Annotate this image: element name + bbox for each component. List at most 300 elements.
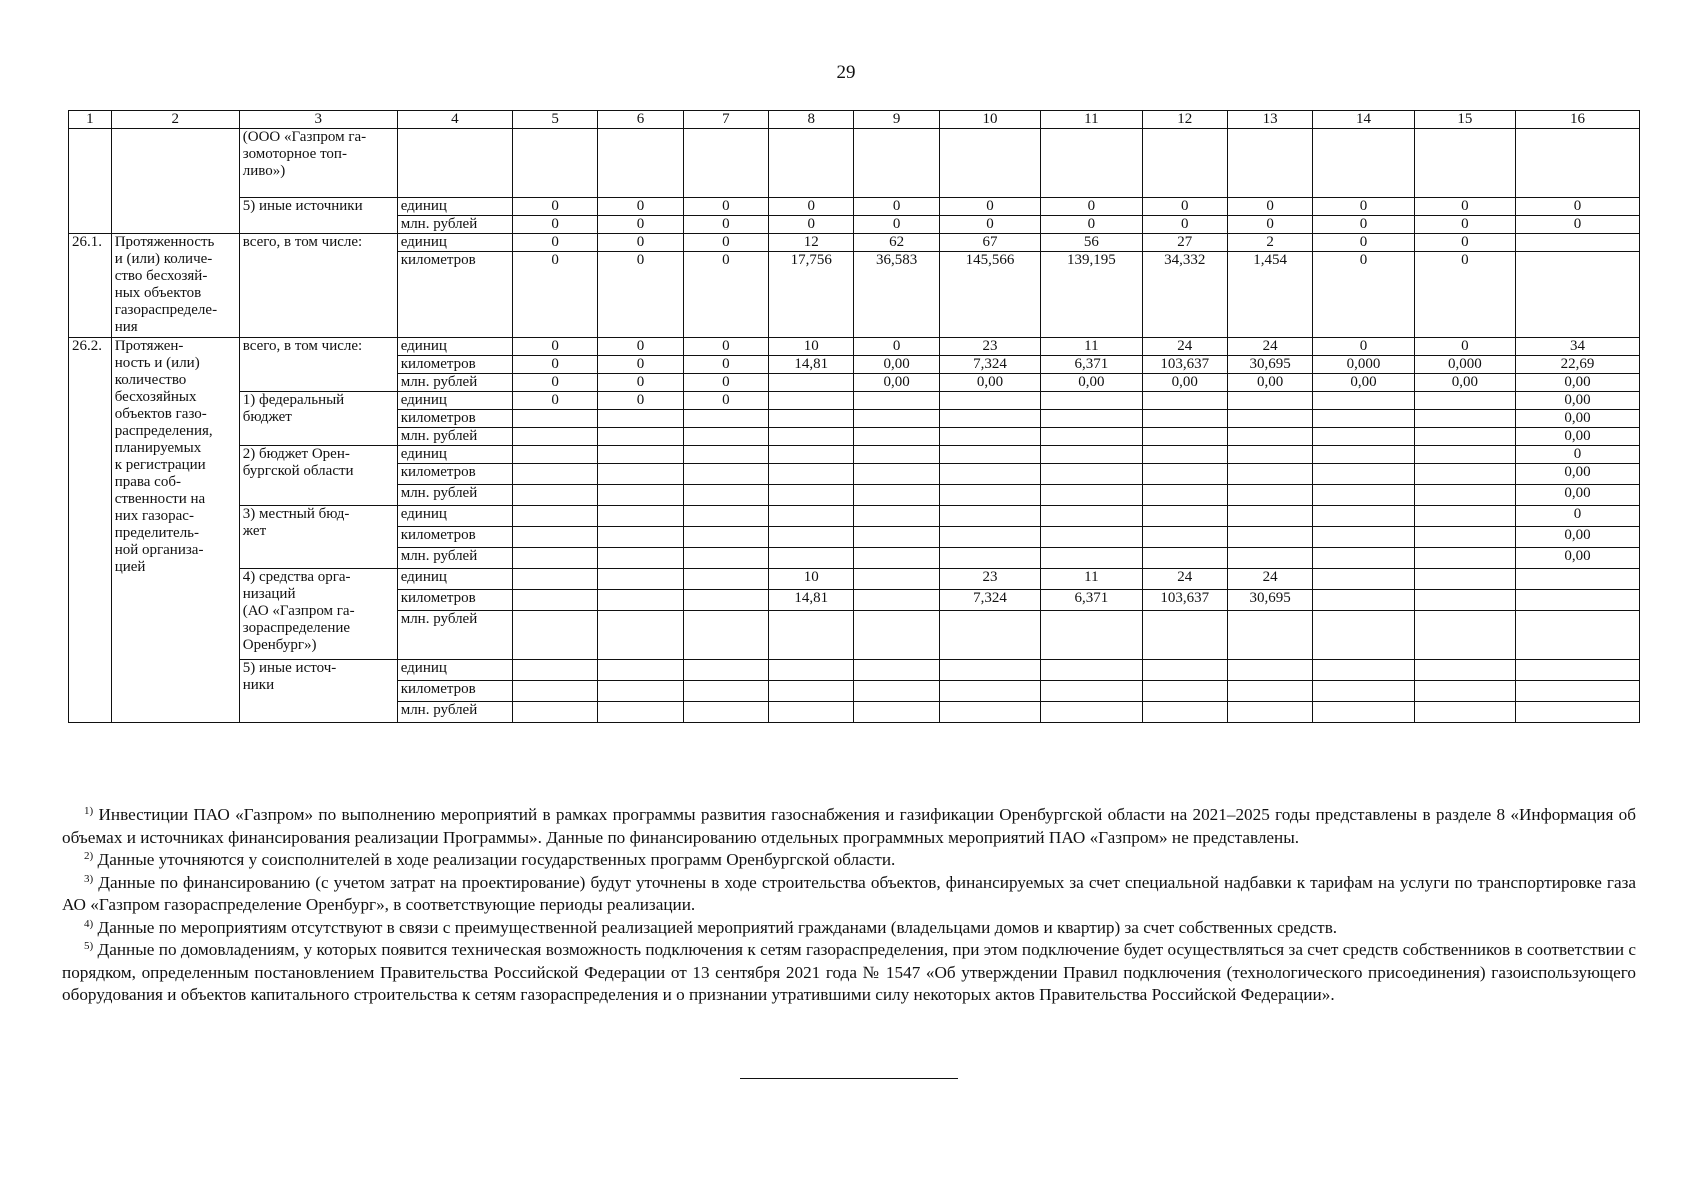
prev-value: 0 [1142,198,1227,216]
unit-label: единиц [397,392,512,410]
s262-value [854,485,939,506]
financing-table [68,110,1640,723]
s262-value: 0 [1516,446,1640,464]
s261-value: 0 [1414,252,1515,338]
prev-value: 0 [939,198,1040,216]
s262-value [683,527,768,548]
s262-value [1516,569,1640,590]
s262-value [512,464,597,485]
s262-value [598,702,683,723]
s262-value [512,548,597,569]
s262-value [939,660,1040,681]
s262-value [683,569,768,590]
s262-value [769,446,854,464]
s262-value [1414,702,1515,723]
s262-value [1142,464,1227,485]
s262-value [1516,660,1640,681]
s262-value: 6,371 [1041,356,1142,374]
s262-value: 0,00 [1516,392,1640,410]
s262-value: 0 [512,374,597,392]
prev-value: 0 [1227,198,1312,216]
s262-value [1313,548,1414,569]
s262-value: 10 [769,569,854,590]
table-row [69,660,1640,681]
s262-value [1041,446,1142,464]
s262-value [1041,702,1142,723]
unit-label: единиц [397,660,512,681]
s261-value: 17,756 [769,252,854,338]
s262-value [1142,548,1227,569]
s262-value [1041,428,1142,446]
s262-value [769,506,854,527]
s262-value [939,611,1040,660]
s261-value: 1,454 [1227,252,1312,338]
s262-value [683,548,768,569]
s262-value [1041,527,1142,548]
prev-value: 0 [683,198,768,216]
s261-value: 56 [1041,234,1142,252]
s262-value [1313,392,1414,410]
source-label: всего, в том числе: [239,234,397,338]
footnote-text: Данные по финансированию (с учетом затрат на проектирование) будут уточнены в ходе строительства объектов, финансируемых за счет специальной надбавки к тарифам на услуги по транспортировке газа АО «Газпром газораспределение Оренбург», в соответствующие периоды реализации. [62,872,1636,914]
s262-value [1142,446,1227,464]
s262-value [1414,569,1515,590]
s262-value: 0 [598,338,683,356]
table-row [69,446,1640,464]
unit-label: единиц [397,569,512,590]
s261-value: 62 [854,234,939,252]
unit-label: единиц [397,338,512,356]
s261-value: 139,195 [1041,252,1142,338]
table-row [69,198,1640,216]
s262-value [1227,446,1312,464]
s262-value [1041,485,1142,506]
prev-value: 0 [1414,216,1515,234]
unit-label: километров [397,252,512,338]
header-row [69,111,1640,129]
s261-value [1516,252,1640,338]
table-row [69,234,1640,252]
s262-value [769,548,854,569]
source-note: (ООО «Газпром га- зомоторное топ- ливо») [239,129,397,198]
s262-value [939,428,1040,446]
s262-value [1414,527,1515,548]
s262-value [769,611,854,660]
s262-value: 0,00 [1516,527,1640,548]
s261-value: 145,566 [939,252,1040,338]
s262-value [512,569,597,590]
s262-value: 0,00 [854,374,939,392]
table-row [69,129,1640,198]
s262-value [1414,660,1515,681]
s262-value [769,527,854,548]
s261-value: 0 [512,252,597,338]
s262-value [1142,485,1227,506]
table-row [69,392,1640,410]
unit-label: млн. рублей [397,702,512,723]
s262-value [939,527,1040,548]
s262-value: 11 [1041,569,1142,590]
footnote-marker: 3) [84,872,94,885]
s262-value: 22,69 [1516,356,1640,374]
s262-value [939,506,1040,527]
s262-value [683,410,768,428]
s262-value [854,446,939,464]
s262-value [1414,548,1515,569]
s262-value [683,464,768,485]
unit-label: млн. рублей [397,548,512,569]
s262-value: 103,637 [1142,590,1227,611]
prev-value: 0 [769,216,854,234]
s262-value [598,569,683,590]
prev-value: 0 [1313,216,1414,234]
source-label: 2) бюджет Орен- бургской области [239,446,397,506]
prev-value: 0 [683,216,768,234]
s262-value [769,485,854,506]
s262-value: 0,00 [1516,485,1640,506]
s262-value [1313,527,1414,548]
table-row [69,506,1640,527]
s262-value [1313,681,1414,702]
empty-cell [769,129,854,198]
s262-value [1313,446,1414,464]
s262-value: 24 [1227,569,1312,590]
s262-value [1227,660,1312,681]
prev-value: 0 [854,216,939,234]
s262-value [512,506,597,527]
s261-value: 0 [598,252,683,338]
column-number: 8 [769,111,854,129]
s262-value [854,548,939,569]
page-number: 29 [836,62,856,83]
s262-value [1041,548,1142,569]
s262-value [1227,611,1312,660]
s262-value: 0,00 [1516,464,1640,485]
column-number: 13 [1227,111,1312,129]
empty-cell [397,129,512,198]
s262-value [512,527,597,548]
unit-label: млн. рублей [397,485,512,506]
s262-value [1227,681,1312,702]
s261-value: 0 [1414,234,1515,252]
s262-value [1142,410,1227,428]
s262-value [512,428,597,446]
unit-label: километров [397,410,512,428]
s262-value: 34 [1516,338,1640,356]
s262-value: 0 [683,392,768,410]
s262-value: 0,00 [1516,410,1640,428]
s262-value: 0,00 [1516,428,1640,446]
s262-value [1414,506,1515,527]
column-number: 5 [512,111,597,129]
s262-value [598,548,683,569]
s261-value: 0 [512,234,597,252]
s262-value [854,702,939,723]
s262-value [1227,410,1312,428]
column-number: 15 [1414,111,1515,129]
s262-value [939,702,1040,723]
s262-value: 0 [512,356,597,374]
s261-value: 12 [769,234,854,252]
s262-value [683,485,768,506]
s262-value [598,428,683,446]
item-number [69,129,112,234]
s261-value: 34,332 [1142,252,1227,338]
s262-value [939,392,1040,410]
s262-value: 11 [1041,338,1142,356]
empty-cell [1516,129,1640,198]
prev-value: 0 [598,198,683,216]
s262-value: 24 [1142,338,1227,356]
s262-value: 0,00 [939,374,1040,392]
s262-value [1227,702,1312,723]
s262-value [598,464,683,485]
prev-value: 0 [598,216,683,234]
prev-value: 0 [512,216,597,234]
s262-value: 0 [854,338,939,356]
s262-value [1313,660,1414,681]
s262-value: 0 [512,392,597,410]
footnote [62,872,1636,917]
s262-value [939,485,1040,506]
s262-value [854,590,939,611]
footnote-text: Инвестиции ПАО «Газпром» по выполнению мероприятий в рамках программы развития газоснабжения и газификации Оренбургской области на 2021–2025 годы представлены в разделе 8 «Информация об объемах и источниках финансирования реализации Программы». Данные по финансированию отдельных программных мероприятий ПАО «Газпром» не представлены. [62,805,1636,847]
table-row [69,569,1640,590]
s262-value [1142,681,1227,702]
unit-label: километров [397,527,512,548]
unit-label: километров [397,681,512,702]
s262-value [598,446,683,464]
empty-cell [1227,129,1312,198]
column-number: 12 [1142,111,1227,129]
s262-value [512,590,597,611]
s262-value [1142,428,1227,446]
prev-value: 0 [512,198,597,216]
unit-label: километров [397,464,512,485]
prev-value: 0 [769,198,854,216]
s262-value [769,660,854,681]
prev-value: 0 [939,216,1040,234]
empty-cell [683,129,768,198]
s262-value [683,446,768,464]
s262-value [683,702,768,723]
s262-value: 14,81 [769,356,854,374]
closing-rule [740,1078,958,1079]
s262-value [598,527,683,548]
s262-value [939,681,1040,702]
s262-value [1414,485,1515,506]
s262-value [598,485,683,506]
footnotes [62,804,1636,1007]
s262-value [769,392,854,410]
footnote [62,939,1636,1007]
source-label: 5) иные источники [239,198,397,234]
s262-value [683,681,768,702]
s262-value: 0,00 [1313,374,1414,392]
s262-value [1313,506,1414,527]
item-number: 26.1. [69,234,112,338]
s262-value [1414,681,1515,702]
s262-value [1414,446,1515,464]
s262-value [1041,681,1142,702]
s262-value [939,464,1040,485]
s262-value [854,611,939,660]
prev-value: 0 [1516,216,1640,234]
prev-value: 0 [1414,198,1515,216]
unit-label: километров [397,356,512,374]
s262-value [1516,590,1640,611]
s262-value: 6,371 [1041,590,1142,611]
s262-value: 24 [1227,338,1312,356]
s262-value: 0 [512,338,597,356]
s262-value [683,506,768,527]
s262-value [1414,392,1515,410]
column-number: 7 [683,111,768,129]
s262-value: 7,324 [939,590,1040,611]
s262-value [683,428,768,446]
s262-value [1516,681,1640,702]
s262-value [1313,590,1414,611]
s262-value [1142,702,1227,723]
s262-value [769,702,854,723]
s262-value [512,446,597,464]
empty-cell [1041,129,1142,198]
footnote-marker: 1) [84,805,94,817]
s262-value: 23 [939,569,1040,590]
s262-value: 0 [683,338,768,356]
source-label: 5) иные источ- ники [239,660,397,723]
s262-value: 0,00 [1516,548,1640,569]
s262-value [1142,660,1227,681]
s261-value: 0 [1313,234,1414,252]
s262-value [1227,527,1312,548]
s262-value: 0 [1414,338,1515,356]
s262-value [1041,611,1142,660]
s262-value [1041,464,1142,485]
s262-value [769,681,854,702]
s262-value: 0 [683,374,768,392]
s262-value: 23 [939,338,1040,356]
s262-value [1313,485,1414,506]
unit-label: млн. рублей [397,611,512,660]
source-label: всего, в том числе: [239,338,397,392]
s262-value [769,428,854,446]
s262-value [1227,464,1312,485]
s262-value: 0,00 [854,356,939,374]
s262-value [512,702,597,723]
s262-value [512,485,597,506]
prev-value: 0 [1041,216,1142,234]
s262-value [854,569,939,590]
s262-value [854,410,939,428]
s262-value [854,392,939,410]
s262-value: 0,00 [1414,374,1515,392]
column-number: 11 [1041,111,1142,129]
s262-value [512,660,597,681]
s262-value: 103,637 [1142,356,1227,374]
s262-value [683,590,768,611]
column-number: 9 [854,111,939,129]
s262-value: 0 [1516,506,1640,527]
s262-value [1227,485,1312,506]
empty-cell [512,129,597,198]
s262-value [1041,392,1142,410]
s262-value [512,410,597,428]
footnote [62,849,1636,872]
s262-value [1142,392,1227,410]
s261-value [1516,234,1640,252]
unit-label: единиц [397,234,512,252]
empty-cell [1313,129,1414,198]
footnote-marker: 5) [84,940,94,952]
s262-value [769,410,854,428]
s262-value [598,681,683,702]
empty-cell [1414,129,1515,198]
footnote [62,804,1636,849]
s261-value: 2 [1227,234,1312,252]
s262-value [1313,569,1414,590]
column-number: 14 [1313,111,1414,129]
s262-value [1041,410,1142,428]
s262-value [1414,611,1515,660]
s261-value: 0 [1313,252,1414,338]
s262-value [1414,410,1515,428]
column-number: 2 [111,111,239,129]
footnote [62,917,1636,940]
s262-value [1227,392,1312,410]
empty-cell [1142,129,1227,198]
s261-value: 0 [683,234,768,252]
prev-value: 0 [854,198,939,216]
empty-cell [939,129,1040,198]
prev-value: 0 [1142,216,1227,234]
column-number: 10 [939,111,1040,129]
source-label: 3) местный бюд- жет [239,506,397,569]
s262-value [598,506,683,527]
s262-value [769,374,854,392]
column-number: 1 [69,111,112,129]
s262-value: 14,81 [769,590,854,611]
s261-value: 36,583 [854,252,939,338]
s262-value [1313,428,1414,446]
s262-value [939,446,1040,464]
s262-value: 10 [769,338,854,356]
s262-value [1414,428,1515,446]
s262-value [1414,464,1515,485]
footnote-marker: 2) [84,850,94,862]
s262-value [939,548,1040,569]
prev-value: 0 [1041,198,1142,216]
s262-value [854,681,939,702]
footnote-text: Данные по домовладениям, у которых появится техническая возможность подключения к сетям газораспределения, при этом подключение будет осуществляться за счет средств собственников в соответствии с порядком, определенным постановлением Правительства Российской Федерации от 13 сентября 2021 года № 1547 «Об утверждении Правил подключения (технологического присоединения) газоиспользующего оборудования и объектов капитального строительства к сетям газораспределения и о признании утратившими силу некоторых актов Правительства Российской Федерации». [62,940,1636,1004]
s262-value [1041,506,1142,527]
s262-value [854,660,939,681]
s262-value [1041,660,1142,681]
s262-value [769,464,854,485]
s262-value [512,611,597,660]
s262-value: 0,000 [1313,356,1414,374]
s262-value [1313,611,1414,660]
s262-value [1414,590,1515,611]
s262-value [1142,611,1227,660]
empty-cell [598,129,683,198]
s262-value [1142,527,1227,548]
source-label: 1) федеральный бюджет [239,392,397,446]
s261-value: 0 [598,234,683,252]
unit-label: млн. рублей [397,374,512,392]
unit-label: млн. рублей [397,216,512,234]
s262-value [598,590,683,611]
